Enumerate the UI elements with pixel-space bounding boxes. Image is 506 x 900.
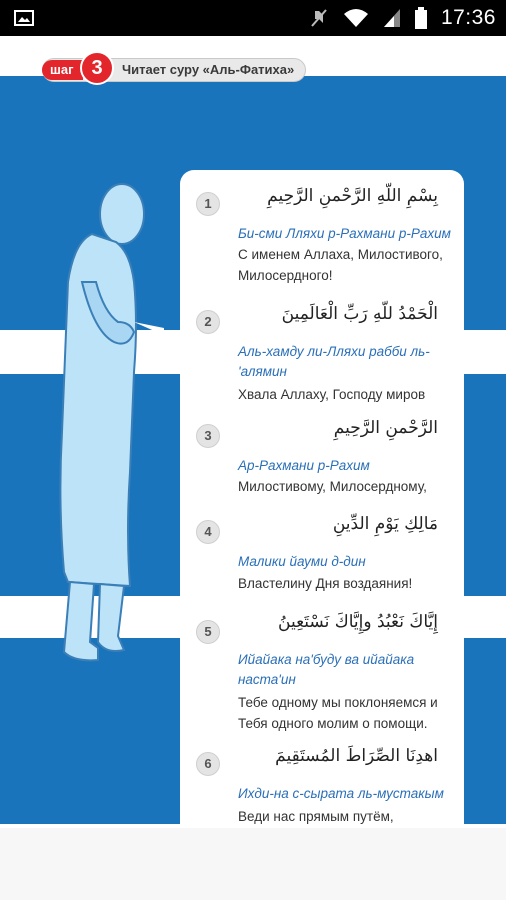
praying-man-illustration bbox=[34, 172, 164, 672]
clock-time: 17:36 bbox=[440, 6, 496, 29]
verse-arabic: إِيَّاكَ نَعْبُدُ وإِيَّاكَ نَسْتَعِينُ bbox=[278, 612, 438, 632]
image-icon bbox=[14, 9, 34, 27]
verse-number: 6 bbox=[196, 752, 220, 776]
status-bar bbox=[0, 0, 506, 36]
verse-transliteration: Ихди-на с-сырата ль-мустакым bbox=[238, 786, 444, 801]
verse-transliteration: Ар-Рахмани р-Рахим bbox=[238, 458, 370, 473]
verse-transliteration: Би-сми Лляхи р-Рахмани р-Рахим bbox=[238, 226, 451, 241]
blue-background bbox=[0, 76, 506, 824]
verse-transliteration: Ийайака на'буду ва ийайака наста'ин bbox=[238, 652, 415, 687]
bottom-blank-area bbox=[0, 828, 506, 900]
verse-arabic: بِسْمِ اللّهِ الرَّحْمنِ الرَّحِيمِ bbox=[267, 186, 438, 206]
verse-arabic: مَالِكِ يَوْمِ الدِّينِ bbox=[332, 514, 438, 534]
verse-number: 2 bbox=[196, 310, 220, 334]
verse-transliteration: Аль-хамду ли-Лляхи рабби ль-'алямин bbox=[238, 344, 430, 379]
verse-translation: Веди нас прямым путём, bbox=[238, 809, 394, 824]
verse-number: 1 bbox=[196, 192, 220, 216]
verse-translation: Хвала Аллаху, Господу миров bbox=[238, 387, 426, 402]
verse-number: 3 bbox=[196, 424, 220, 448]
wifi-icon bbox=[343, 8, 369, 28]
step-word-badge: шаг bbox=[42, 60, 83, 80]
verse-translation: С именем Аллаха, Милостивого, Милосердного! bbox=[238, 247, 443, 283]
battery-icon bbox=[415, 7, 427, 29]
step-title: Читает суру «Аль-Фатиха» bbox=[122, 62, 295, 77]
verse-translation: Милостивому, Милосердному, bbox=[238, 479, 427, 494]
verse-arabic: الْحَمْدُ للّهِ رَبِّ الْعَالَمِينَ bbox=[281, 304, 438, 324]
mute-icon bbox=[309, 7, 329, 29]
step-number-badge: 3 bbox=[80, 51, 114, 85]
verse-translation: Тебе одному мы поклоняемся и Тебя одного молим о помощи. bbox=[238, 695, 438, 731]
prayer-step-content[interactable] bbox=[0, 36, 506, 828]
verse-transliteration: Малики йауми д-дин bbox=[238, 554, 366, 569]
verse-arabic: اهدِنَا الصِّرَاطَ المُستَقِيمَ bbox=[275, 746, 438, 766]
signal-icon bbox=[383, 8, 401, 28]
verse-number: 4 bbox=[196, 520, 220, 544]
verse-number: 5 bbox=[196, 620, 220, 644]
verses-card bbox=[180, 170, 464, 828]
verse-translation: Властелину Дня воздаяния! bbox=[238, 576, 413, 591]
verse-arabic: الرَّحْمنِ الرَّحِيمِ bbox=[333, 418, 438, 438]
